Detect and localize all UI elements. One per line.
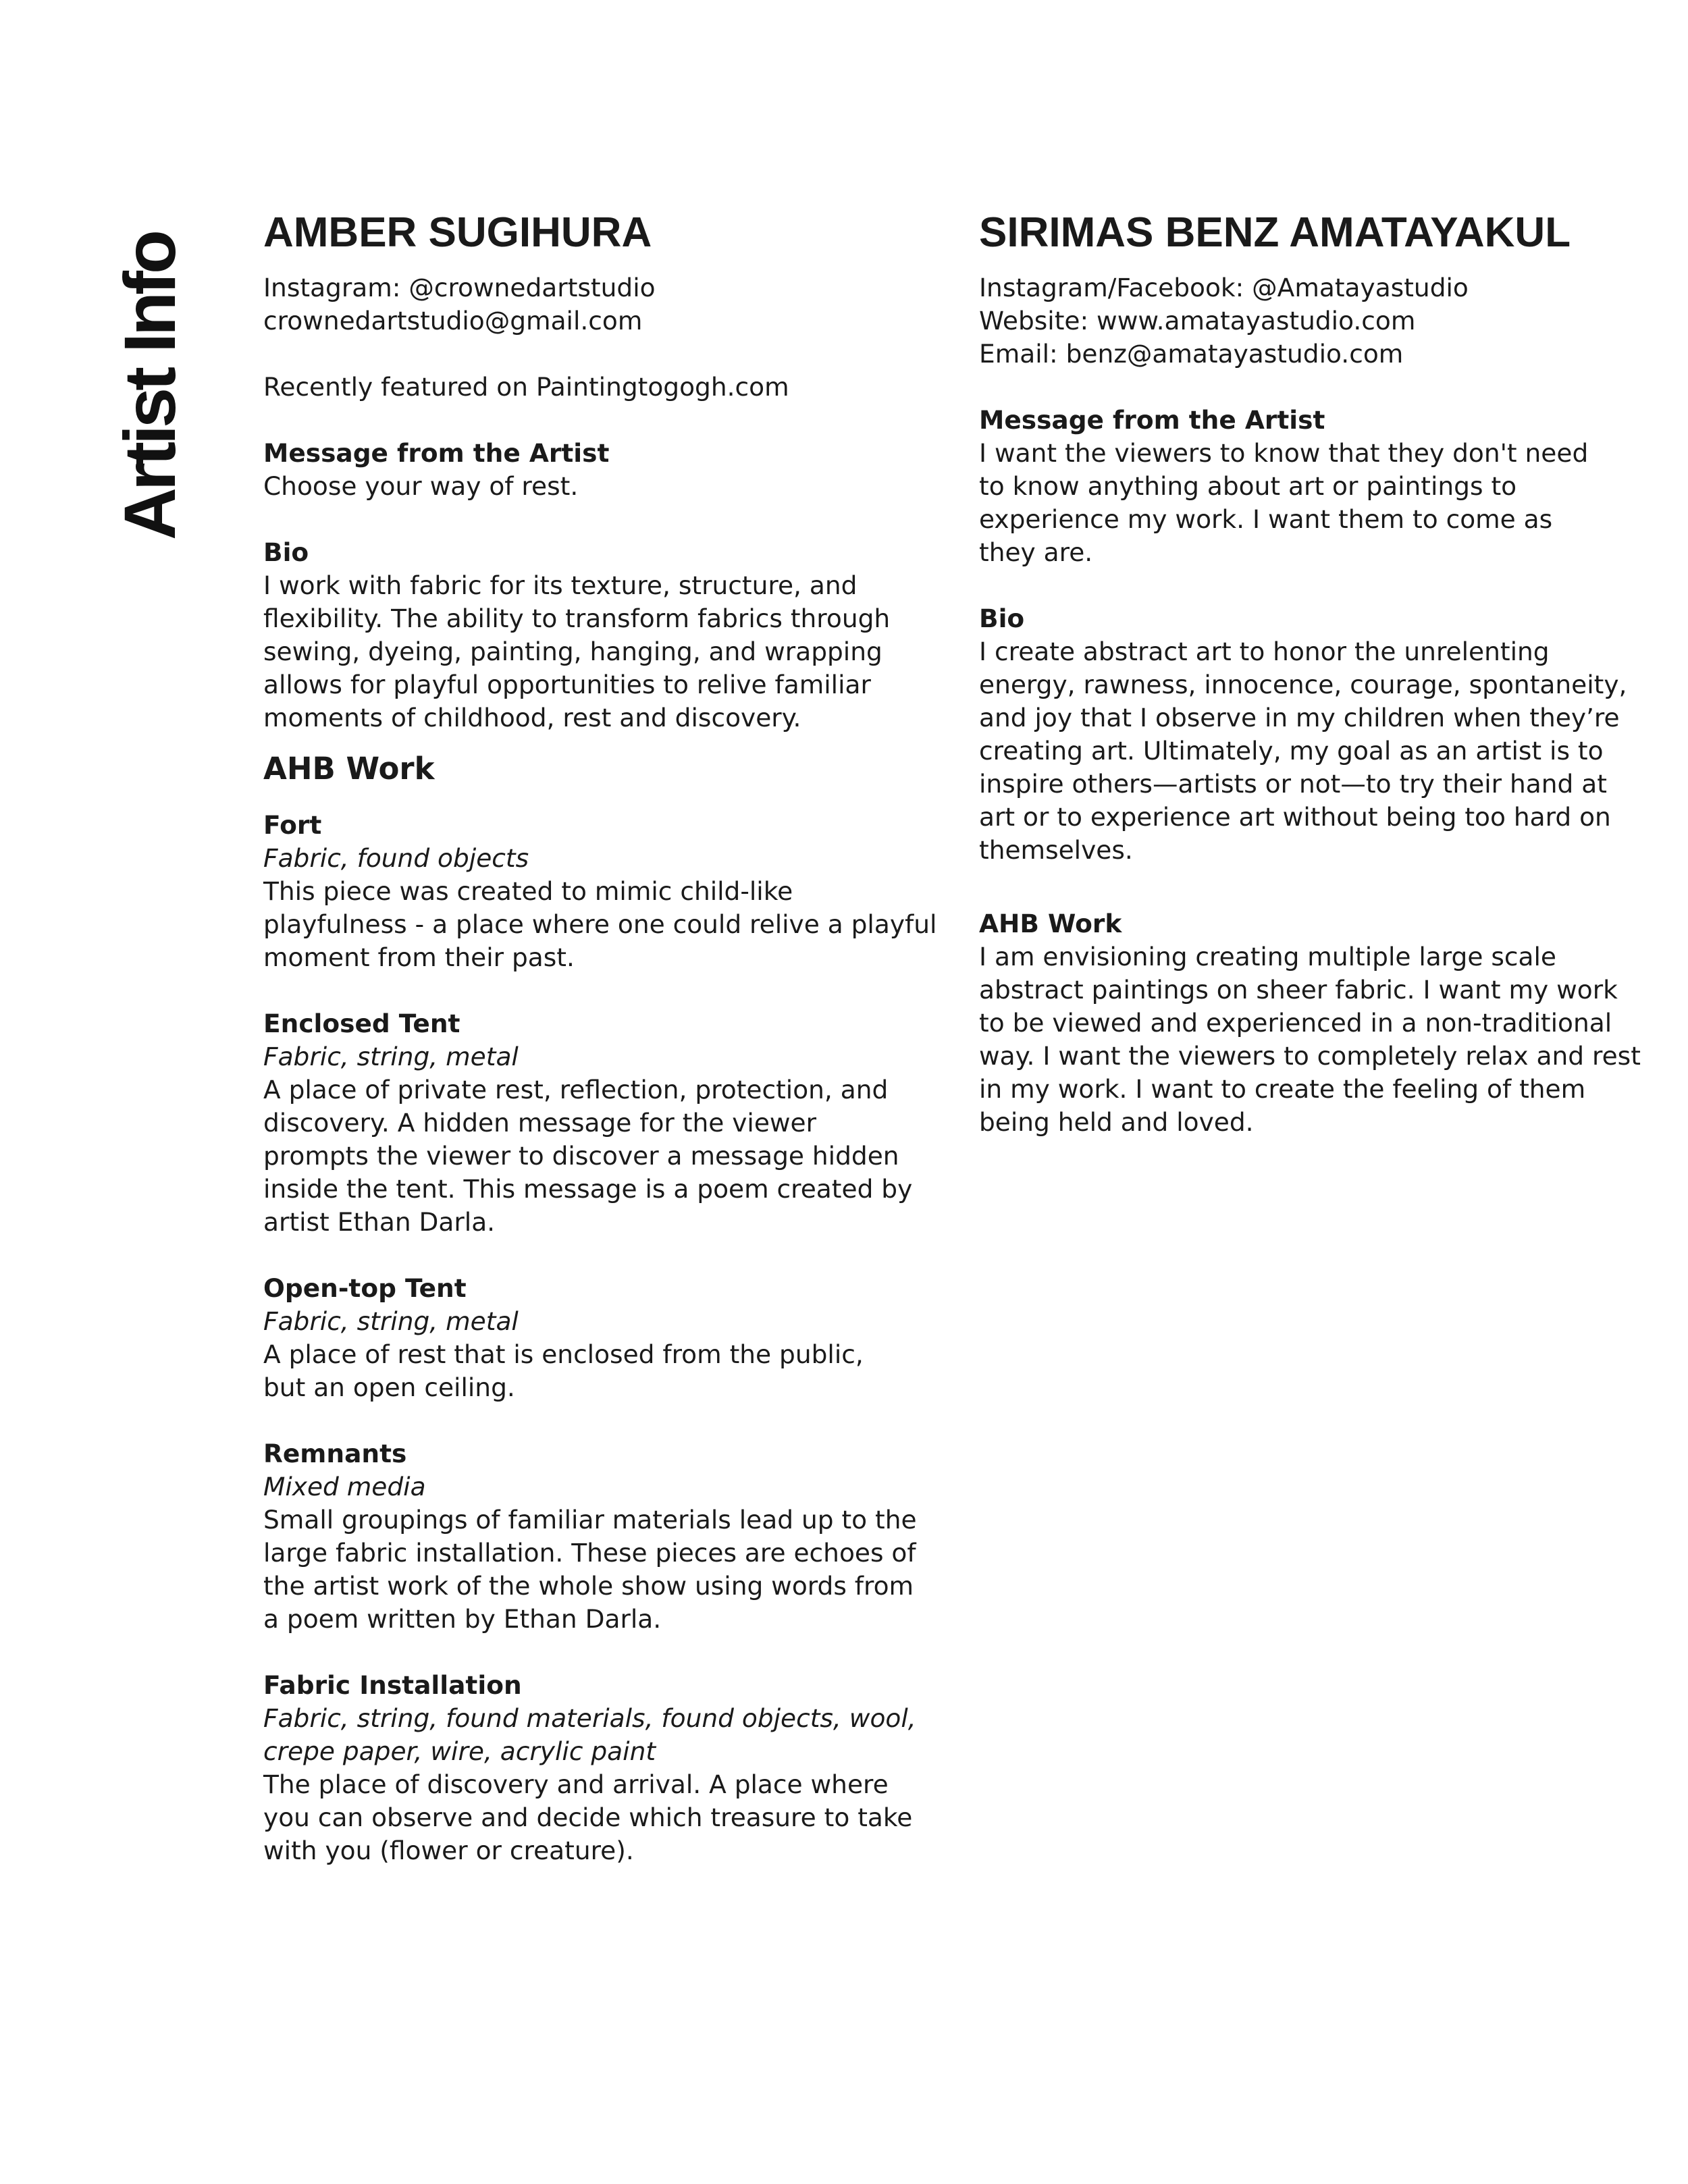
work-item — [263, 1437, 917, 1636]
bio-line: energy, rawness, innocence, courage, spontaneity, — [979, 670, 1627, 699]
work-medium: crepe paper, wire, acrylic paint — [263, 1736, 656, 1766]
contact-line: Instagram/Facebook: @Amatayastudio — [979, 273, 1469, 302]
work-desc-line: moment from their past. — [263, 942, 575, 972]
bio-line: creating art. Ultimately, my goal as an artist is to — [979, 736, 1604, 766]
bio-line: I create abstract art to honor the unrelenting — [979, 637, 1550, 666]
work-desc-line: I am envisioning creating multiple large scale — [979, 942, 1556, 971]
work-desc-line: A place of private rest, reflection, protection, and — [263, 1075, 889, 1104]
message-line: I want the viewers to know that they don't need — [979, 438, 1589, 468]
work-desc-line: Small groupings of familiar materials lead up to the — [263, 1505, 917, 1535]
work-title: Fort — [263, 810, 322, 840]
work-desc-line: you can observe and decide which treasure to take — [263, 1803, 913, 1832]
work-medium: Fabric, found objects — [263, 843, 529, 873]
message-line: experience my work. I want them to come as — [979, 504, 1553, 534]
ahb-work-heading: AHB Work — [979, 909, 1122, 938]
work-desc-line: in my work. I want to create the feeling of them — [979, 1074, 1586, 1104]
bio-line: I work with fabric for its texture, structure, and — [263, 570, 858, 600]
work-desc-line: discovery. A hidden message for the viewer — [263, 1108, 817, 1138]
contact-line: Instagram: @crownedartstudio — [263, 273, 656, 302]
bio-line: art or to experience art without being too hard on — [979, 802, 1611, 832]
bio-line: moments of childhood, rest and discovery. — [263, 703, 801, 733]
work-desc-line: way. I want the viewers to completely relax and rest — [979, 1041, 1641, 1071]
work-medium: Fabric, string, found materials, found objects, wool, — [263, 1703, 916, 1733]
work-desc-line: a poem written by Ethan Darla. — [263, 1604, 662, 1634]
bio-line: sewing, dyeing, painting, hanging, and wrapping — [263, 637, 882, 666]
artist-column-right — [979, 196, 1641, 1139]
bio-line: themselves. — [979, 835, 1133, 865]
bio-heading: Bio — [263, 537, 309, 567]
work-medium: Fabric, string, metal — [263, 1306, 519, 1336]
work-desc-line: playfulness - a place where one could relive a playful — [263, 909, 937, 939]
work-desc-line: with you (flower or creature). — [263, 1836, 634, 1865]
contact-line: crownedartstudio@gmail.com — [263, 306, 643, 336]
bio-heading: Bio — [979, 604, 1025, 633]
work-desc-line: The place of discovery and arrival. A place where — [263, 1769, 889, 1799]
work-desc-line: artist Ethan Darla. — [263, 1207, 496, 1237]
work-desc-line: but an open ceiling. — [263, 1373, 515, 1402]
work-title: Fabric Installation — [263, 1670, 522, 1700]
work-item — [263, 1272, 871, 1404]
work-desc-line: abstract paintings on sheer fabric. I want my work — [979, 975, 1618, 1005]
message-text: Choose your way of rest. — [263, 471, 579, 501]
work-desc-line: to be viewed and experienced in a non-traditional — [979, 1008, 1612, 1038]
work-title: Enclosed Tent — [263, 1009, 460, 1038]
work-title: Open-top Tent — [263, 1273, 467, 1303]
work-medium: Mixed media — [263, 1472, 426, 1501]
work-desc-line: This piece was created to mimic child-like — [263, 876, 793, 906]
contact-line: Website: www.amatayastudio.com — [979, 306, 1416, 336]
message-line: to know anything about art or paintings to — [979, 471, 1517, 501]
work-title: Remnants — [263, 1439, 407, 1468]
work-medium: Fabric, string, metal — [263, 1042, 519, 1071]
bio-line: flexibility. The ability to transform fabrics through — [263, 604, 891, 633]
artist-column-left — [263, 196, 937, 1867]
bio-line: inspire others—artists or not—to try their hand at — [979, 769, 1607, 799]
page-side-title: Artist Info — [109, 233, 190, 540]
contact-line: Email: benz@amatayastudio.com — [979, 339, 1404, 369]
work-desc-line: A place of rest that is enclosed from the public, — [263, 1339, 864, 1369]
featured-note: Recently featured on Paintingtogogh.com — [263, 372, 789, 402]
artist-name: SIRIMAS BENZ AMATAYAKUL — [979, 209, 1571, 256]
message-line: they are. — [979, 537, 1093, 567]
bio-line: and joy that I observe in my children when they’re — [979, 703, 1620, 733]
bio-line: allows for playful opportunities to relive familiar — [263, 670, 871, 699]
work-item — [263, 1007, 913, 1239]
artist-name: AMBER SUGIHURA — [263, 209, 652, 256]
work-desc-line: inside the tent. This message is a poem created by — [263, 1174, 913, 1204]
message-heading: Message from the Artist — [979, 405, 1325, 435]
work-desc-line: large fabric installation. These pieces are echoes of — [263, 1538, 916, 1568]
work-desc-line: prompts the viewer to discover a message hidden — [263, 1141, 899, 1171]
work-item — [263, 809, 937, 974]
ahb-work-heading: AHB Work — [263, 751, 435, 787]
work-item — [263, 1669, 916, 1867]
work-desc-line: the artist work of the whole show using words from — [263, 1571, 914, 1601]
message-heading: Message from the Artist — [263, 438, 610, 468]
work-desc-line: being held and loved. — [979, 1107, 1254, 1137]
